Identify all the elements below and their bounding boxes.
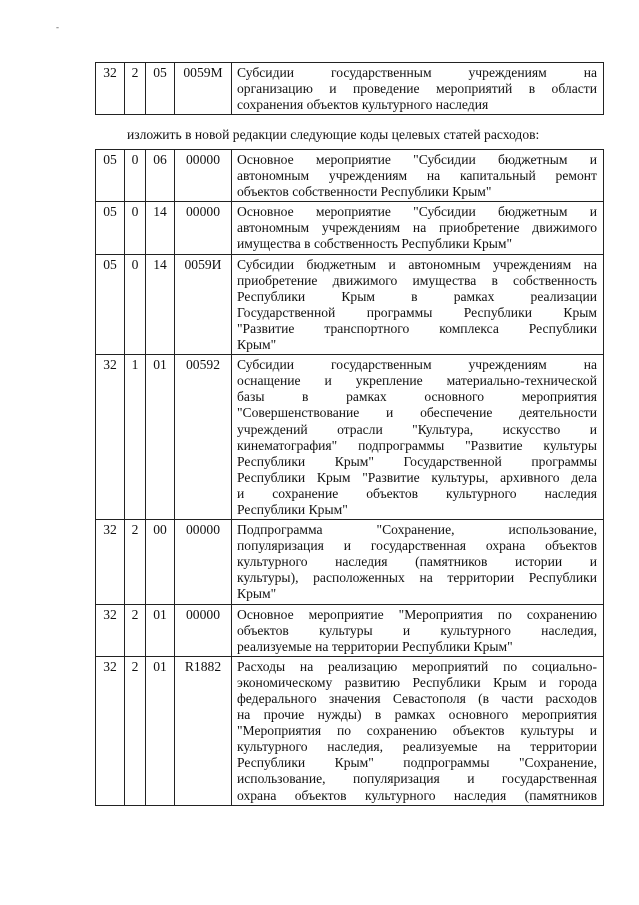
description-cell [232, 254, 604, 355]
description-cell [232, 63, 604, 115]
description-line: кинематография" подпрограммы "Развитие культуры [237, 437, 597, 453]
table-row [96, 656, 604, 805]
code-cell-c2: 0 [125, 150, 146, 202]
description-line: охрана объектов культурного наследия (памятников [237, 787, 597, 803]
description-line: Расходы на реализацию мероприятий по социально- [237, 658, 597, 674]
description-line: Республики Крым" [237, 501, 348, 517]
description-line: федерального значения Севастополя (в части расходов [237, 691, 597, 706]
corner-mark: - [56, 22, 59, 32]
code-cell-c3: 01 [146, 604, 175, 656]
code-cell-c3: 01 [146, 656, 175, 805]
description-line: "Развитие транспортного комплекса Республики [237, 320, 597, 336]
code-cell-c3: 05 [146, 63, 175, 115]
code-cell-c1: 32 [96, 520, 125, 604]
description-line: Государственной программы Республики Крым [237, 304, 597, 320]
description-line: Основное мероприятие "Субсидии бюджетным и [237, 152, 597, 167]
description-line: экономическому развитию Республики Крым и города [237, 674, 597, 690]
code-cell-c2: 2 [125, 520, 146, 604]
code-cell-c1: 32 [96, 63, 125, 115]
description-line: Крым" [237, 337, 277, 353]
code-cell-c3: 00 [146, 520, 175, 604]
description-line: культурного наследия, реализуемые на территории [237, 739, 597, 755]
code-cell-c3: 06 [146, 150, 175, 202]
description-line: Субсидии государственным учреждениям на [237, 357, 597, 373]
table-row [96, 63, 604, 115]
code-cell-c1: 05 [96, 150, 125, 202]
code-cell-c2: 2 [125, 656, 146, 805]
code-cell-c3: 01 [146, 355, 175, 520]
description-line: имущества в собственность Республики Крым" [237, 236, 513, 252]
description-cell [232, 202, 604, 254]
code-cell-c4: 00592 [175, 355, 232, 520]
code-cell-c2: 2 [125, 63, 146, 115]
description-line: Субсидии бюджетным и автономным учреждениям на [237, 256, 597, 272]
table-row [96, 202, 604, 254]
code-cell-c1: 05 [96, 202, 125, 254]
description-line: Республики Крым" Государственной программы [237, 453, 597, 469]
description-line: Основное мероприятие "Субсидии бюджетным и [237, 204, 597, 220]
description-line: "Совершенствование и обеспечение деятельности [237, 405, 597, 421]
description-line: реализуемые на территории Республики Крым" [237, 638, 513, 654]
table-row [96, 604, 604, 656]
code-cell-c3: 14 [146, 254, 175, 355]
description-line: культурного наследия (памятников истории и [237, 554, 597, 570]
main-code-table [95, 149, 604, 806]
description-line: Подпрограмма "Сохранение, использование, [237, 522, 597, 538]
description-line: базы в рамках основного мероприятия [237, 389, 597, 405]
table-row [96, 355, 604, 520]
description-line: сохранения объектов культурного наследия [237, 97, 489, 113]
table-row [96, 520, 604, 604]
code-cell-c4: 00000 [175, 202, 232, 254]
description-line: организацию и проведение мероприятий в области [237, 81, 597, 97]
code-cell-c4: R1882 [175, 656, 232, 805]
description-line: Основное мероприятие "Мероприятия по сохранению [237, 606, 597, 622]
code-cell-c4: 00000 [175, 150, 232, 202]
description-line: Республики Крым" подпрограммы "Сохранение, [237, 755, 597, 771]
description-line: приобретение движимого имущества в собственность [237, 272, 597, 288]
description-line: Субсидии государственным учреждениям на [237, 65, 597, 80]
description-line: и сохранение объектов культурного наследия [237, 485, 597, 501]
top-code-table [95, 62, 604, 115]
description-cell [232, 150, 604, 202]
code-cell-c1: 32 [96, 604, 125, 656]
description-line: использование, популяризация и государственная [237, 771, 597, 787]
description-cell [232, 520, 604, 604]
description-line: оснащение и укрепление материально-технической [237, 373, 597, 389]
description-line: на прочие нужды) в рамках основного мероприятия [237, 707, 597, 723]
table-row [96, 150, 604, 202]
description-line: "Мероприятия по сохранению объектов культуры и [237, 723, 597, 739]
code-cell-c4: 00000 [175, 520, 232, 604]
description-cell [232, 604, 604, 656]
description-line: Республики Крым в рамках реализации [237, 288, 597, 304]
code-cell-c4: 0059И [175, 254, 232, 355]
description-cell [232, 355, 604, 520]
code-cell-c2: 0 [125, 202, 146, 254]
description-line: популяризация и государственная охрана объектов [237, 538, 597, 554]
description-cell [232, 656, 604, 805]
description-line: объектов собственности Республики Крым" [237, 184, 492, 200]
code-cell-c4: 00000 [175, 604, 232, 656]
description-line: Республики Крым "Развитие культуры, архивного дела [237, 469, 597, 485]
code-cell-c3: 14 [146, 202, 175, 254]
code-cell-c2: 2 [125, 604, 146, 656]
description-line: учреждений отрасли "Культура, искусство и [237, 421, 597, 437]
table-row [96, 254, 604, 355]
code-cell-c1: 05 [96, 254, 125, 355]
code-cell-c2: 1 [125, 355, 146, 520]
description-line: Крым" [237, 586, 277, 602]
code-cell-c2: 0 [125, 254, 146, 355]
description-line: объектов культуры и культурного наследия, [237, 622, 597, 638]
code-cell-c1: 32 [96, 656, 125, 805]
description-line: автономным учреждениям на капитальный ремонт [237, 168, 597, 184]
code-cell-c4: 0059М [175, 63, 232, 115]
intro-text: изложить в новой редакции следующие коды целевых статей расходов: [127, 127, 540, 142]
description-line: автономным учреждениям на приобретение движимого [237, 220, 597, 236]
description-line: культуры), расположенных на территории Республики [237, 570, 597, 586]
code-cell-c1: 32 [96, 355, 125, 520]
